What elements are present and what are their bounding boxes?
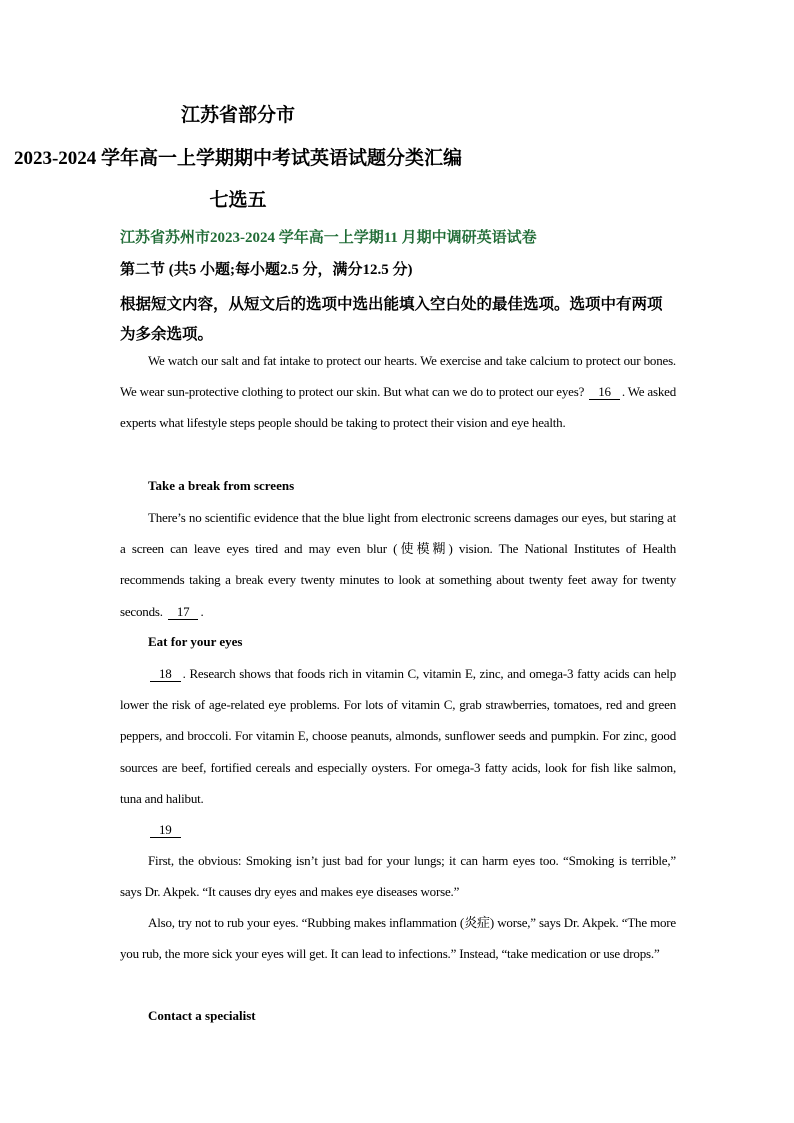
blank-18: 18 (150, 666, 181, 682)
paragraph-1-text-b: . We asked experts what lifestyle steps people should be taking to protect their vision and eye health. (120, 384, 677, 431)
paragraph-blank-19 (120, 814, 676, 845)
exam-source: 江苏省苏州市2023-2024 学年高一上学期11 月期中调研英语试卷 (120, 230, 537, 246)
paragraph-1 (120, 345, 676, 439)
paragraph-2-text-a: There’s no scientific evidence that the blue light from electronic screens damages our eyes, but staring at a screen can leave eyes tired and may even blur (使模糊) vision. The National Institutes of Health recommends taking a break every twenty minutes to look at something about twenty feet away for twenty seconds. (120, 510, 676, 619)
subheading-screens: Take a break from screens (148, 478, 295, 493)
paragraph-2 (120, 502, 676, 627)
section-heading: 第二节 (共5 小题;每小题2.5 分，满分12.5 分) (120, 262, 413, 278)
paragraph-3 (120, 658, 676, 814)
paragraph-4: First, the obvious: Smoking isn’t just bad for your lungs; it can harm eyes too. “Smoking is terrible,” says Dr. Akpek. “It causes dry eyes and makes eye diseases worse.” (120, 853, 676, 900)
document-subtitle: 2023-2024 学年高一上学期期中考试英语试题分类汇编 (13, 148, 463, 169)
instructions: 根据短文内容，从短文后的选项中选出能填入空白处的最佳选项。选项中有两项为多余选项。 (120, 296, 663, 343)
paragraph-5: Also, try not to rub your eyes. “Rubbing makes inflammation (炎症) worse,” says Dr. Akpek. “The more you rub, the more sick your eyes will get. It can lead to infections.” Instead, “take medication or use drops.” (120, 915, 676, 962)
question-type-title: 七选五 (209, 190, 267, 211)
paragraph-2-text-b: . (200, 603, 204, 619)
document-title: 江苏省部分市 (180, 105, 295, 126)
subheading-specialist: Contact a specialist (148, 1008, 256, 1023)
paragraph-3-text: . Research shows that foods rich in vitamin C, vitamin E, zinc, and omega-3 fatty acids can help lower the risk of age-related eye problems. For lots of vitamin C, grab strawberries, tomatoes, red and green peppers, and broccoli. For vitamin E, choose peanuts, almonds, sunflower seeds and pumpkin. For zinc, good sources are beef, fortified cereals and especially oysters. For omega-3 fatty acids, look for fish like salmon, tuna and halibut. (120, 666, 676, 806)
paragraph-1-text-a: We watch our salt and fat intake to protect our hearts. We exercise and take calcium to protect our bones. We wear sun-protective clothing to protect our skin. But what can we do to protect our eyes? (120, 353, 676, 400)
blank-17: 17 (168, 604, 199, 620)
blank-19: 19 (150, 822, 181, 838)
blank-16: 16 (589, 384, 620, 400)
subheading-eat: Eat for your eyes (148, 634, 243, 649)
